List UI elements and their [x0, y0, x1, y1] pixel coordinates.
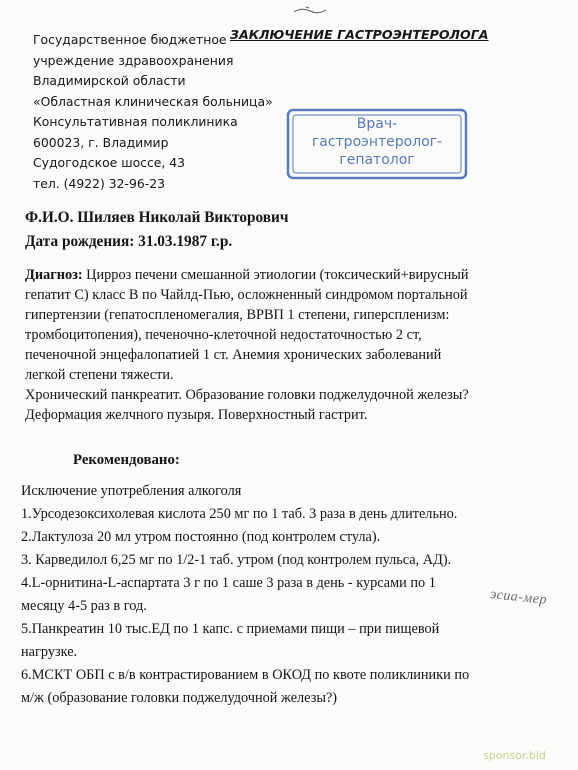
- org-line: Государственное бюджетное: [33, 32, 227, 47]
- stamp-line: Врач-: [356, 116, 398, 132]
- diagnosis-line: легкой степени тяжести.: [25, 367, 174, 383]
- recommendation-line: 2.Лактулоза 20 мл утром постоянно (под контролем стула).: [21, 529, 381, 545]
- handwritten-note: эсиа-мер: [489, 587, 548, 608]
- recommendations-title: Рекомендовано:: [73, 452, 180, 468]
- stamp-line: гастроэнтеролог-: [311, 134, 443, 150]
- recommendation-line: месяцу 4-5 раз в год.: [21, 598, 147, 614]
- diagnosis-line: гипертензии (гепатоспленомегалия, ВРВП 1 степени, гиперспленизм:: [25, 307, 450, 323]
- watermark: sponsor.bid: [483, 749, 546, 762]
- patient-name: Ф.И.О. Шиляев Николай Викторович: [25, 209, 289, 226]
- diagnosis-line: Хронический панкреатит. Образование головки поджелудочной железы?: [25, 387, 469, 403]
- org-line: учреждение здравоохранения: [33, 52, 234, 68]
- patient-birth-date: Дата рождения: 31.03.1987 г.р.: [25, 233, 233, 250]
- document-title: ЗАКЛЮЧЕНИЕ ГАСТРОЭНТЕРОЛОГА: [230, 27, 489, 42]
- diagnosis-label: Диагноз:: [25, 267, 83, 283]
- top-scribble-mark: [292, 4, 328, 16]
- diagnosis-line: печеночной энцефалопатией 1 ст. Анемия хронических заболеваний: [25, 347, 442, 363]
- diagnosis-text: Цирроз печени смешанной этиологии (токсический+вирусный: [82, 267, 469, 283]
- recommendation-line: 6.МСКТ ОБП с в/в контрастированием в ОКОД по квоте поликлиники по: [21, 667, 470, 683]
- org-line: 600023, г. Владимир: [33, 134, 169, 150]
- recommendation-line: м/ж (образование головки поджелудочной железы?): [21, 690, 338, 706]
- patient-info: [25, 206, 288, 254]
- org-line: тел. (4922) 32-96-23: [33, 175, 166, 191]
- org-line: «Областная клиническая больница»: [33, 93, 273, 109]
- org-line: Владимирской области: [33, 73, 186, 88]
- diagnosis-line: тромбоцитопения), печеночно-клеточной недостаточностью 2 ст,: [25, 327, 422, 343]
- diagnosis-section: [25, 265, 560, 425]
- diagnosis-line: Деформация желчного пузыря. Поверхностный гастрит.: [25, 407, 368, 423]
- diagnosis-first-line: [25, 265, 560, 285]
- diagnosis-line: гепатит С) класс В по Чайлд-Пью, осложненный синдромом портальной: [25, 287, 468, 303]
- organization-header: [33, 30, 273, 194]
- recommendation-line: 4.L-орнитина-L-аспартата 3 г по 1 саше 3 раза в день - курсами по 1: [21, 575, 436, 591]
- recommendation-line: 3. Карведилол 6,25 мг по 1/2-1 таб. утром (под контролем пульса, АД).: [21, 552, 452, 568]
- recommendation-line: 5.Панкреатин 10 тыс.ЕД по 1 капс. с приемами пищи – при пищевой: [21, 621, 440, 637]
- recommendation-line: нагрузке.: [21, 644, 78, 660]
- org-line: Судогодское шоссе, 43: [33, 155, 186, 170]
- stamp-line: гепатолог: [339, 152, 415, 168]
- recommendations-list: [21, 480, 561, 710]
- doctor-stamp: [282, 104, 472, 184]
- recommendation-line: 1.Урсодезоксихолевая кислота 250 мг по 1 таб. 3 раза в день длительно.: [21, 506, 458, 522]
- org-line: Консультативная поликлиника: [33, 114, 238, 129]
- recommendation-line: Исключение употребления алкоголя: [21, 483, 242, 499]
